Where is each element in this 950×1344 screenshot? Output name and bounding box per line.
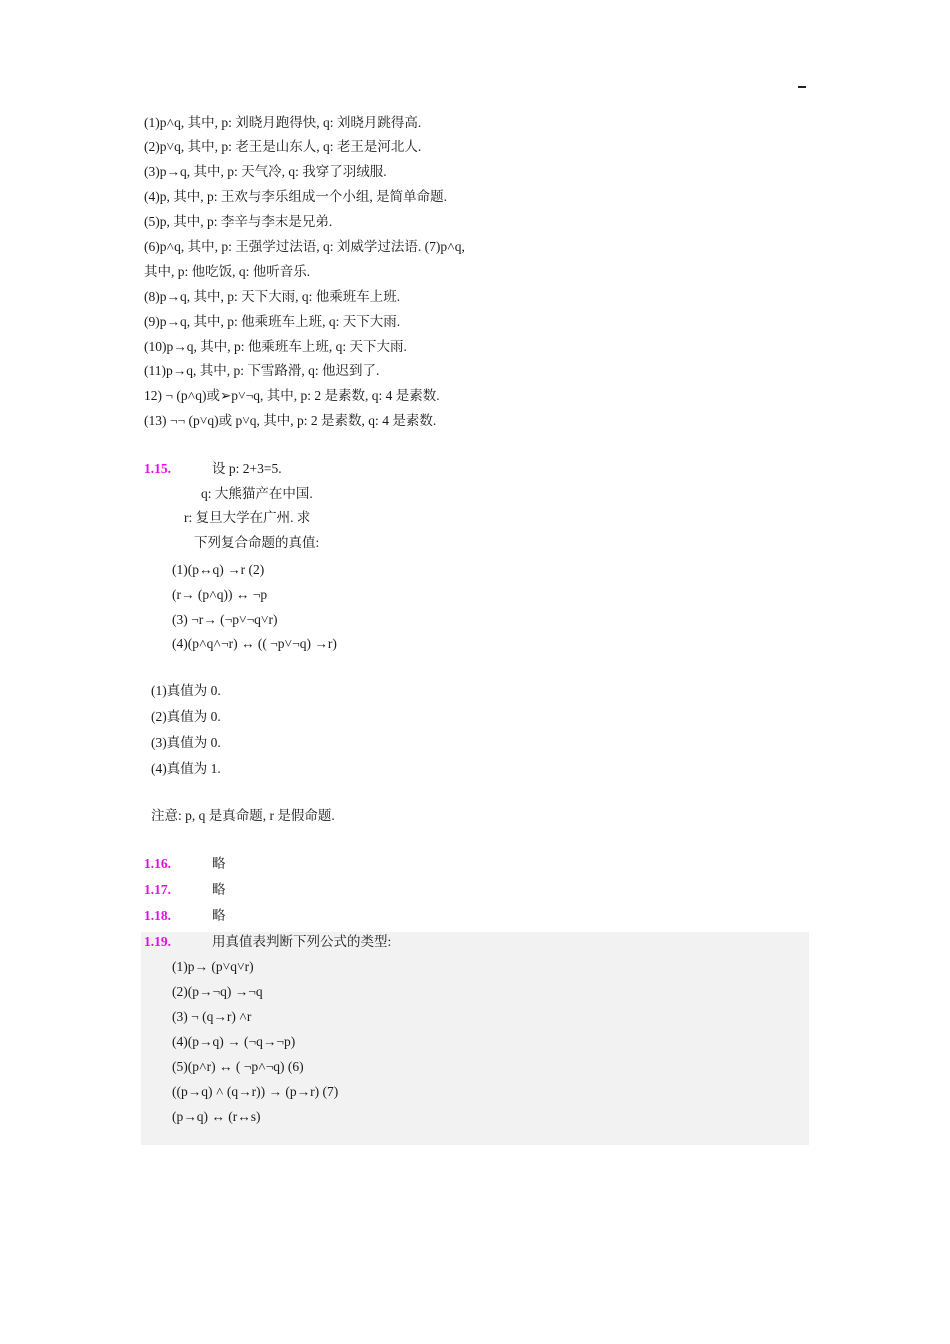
formula: ((p→q) ˄ (q→r)) → (p→r) (7)	[172, 1084, 339, 1099]
list-item: 12) ¬ (p˄q)或➢p˅¬q, 其中, p: 2 是素数, q: 4 是素数.	[144, 388, 440, 403]
exercise-text: 略	[212, 856, 226, 871]
formula: (1)(p↔q) →r (2)	[172, 562, 265, 577]
list-item: (13) ¬¬ (p˅q)或 p˅q, 其中, p: 2 是素数, q: 4 是素数.	[144, 413, 437, 428]
list-item: (6)p˄q, 其中, p: 王强学过法语, q: 刘威学过法语. (7)p˄q,	[144, 239, 465, 254]
formula: (3) ¬r→ (¬p˅¬q˅r)	[172, 612, 278, 627]
list-item: (8)p→q, 其中, p: 天下大雨, q: 他乘班车上班.	[144, 289, 401, 304]
formula: (p→q) ↔ (r↔s)	[172, 1109, 261, 1124]
formula: (5)(p˄r) ↔ ( ¬p˄¬q) (6)	[172, 1059, 304, 1074]
header-mark	[798, 86, 806, 88]
exercise-text: 略	[212, 908, 226, 923]
list-item: (2)p˅q, 其中, p: 老王是山东人, q: 老王是河北人.	[144, 139, 422, 154]
formula: (4)(p˄q˄¬r) ↔ (( ¬p˅¬q) →r)	[172, 636, 337, 651]
exercise-number: 1.17.	[144, 882, 171, 897]
list-item: (3)p→q, 其中, p: 天气冷, q: 我穿了羽绒服.	[144, 164, 387, 179]
list-item: (11)p→q, 其中, p: 下雪路滑, q: 他迟到了.	[144, 363, 380, 378]
exercise-number: 1.16.	[144, 856, 171, 871]
exercise-number: 1.19.	[144, 934, 171, 949]
answer: (4)真值为 1.	[151, 761, 221, 776]
premise-p: 设 p: 2+3=5.	[212, 461, 282, 476]
list-item: 其中, p: 他吃饭, q: 他听音乐.	[144, 264, 311, 279]
premise-r: r: 复旦大学在广州. 求	[184, 510, 311, 525]
answer: (3)真值为 0.	[151, 735, 221, 750]
list-item: (9)p→q, 其中, p: 他乘班车上班, q: 天下大雨.	[144, 314, 401, 329]
exercise-title: 用真值表判断下列公式的类型:	[212, 934, 392, 949]
answer: (1)真值为 0.	[151, 683, 221, 698]
premise-q: q: 大熊猫产在中国.	[201, 486, 313, 501]
exercise-number: 1.18.	[144, 908, 171, 923]
answer: (2)真值为 0.	[151, 709, 221, 724]
formula: (r→ (p˄q)) ↔ ¬p	[172, 587, 268, 602]
question-text: 下列复合命题的真值:	[194, 535, 320, 550]
list-item: (10)p→q, 其中, p: 他乘班车上班, q: 天下大雨.	[144, 339, 407, 354]
list-item: (4)p, 其中, p: 王欢与李乐组成一个小组, 是简单命题.	[144, 189, 447, 204]
formula: (3) ¬ (q→r) ˄r	[172, 1009, 252, 1024]
exercise-text: 略	[212, 882, 226, 897]
list-item: (5)p, 其中, p: 李辛与李末是兄弟.	[144, 214, 333, 229]
exercise-number: 1.15.	[144, 461, 171, 476]
list-item: (1)p˄q, 其中, p: 刘晓月跑得快, q: 刘晓月跳得高.	[144, 115, 422, 130]
formula: (1)p→ (p˅q˅r)	[172, 959, 254, 974]
formula: (4)(p→q) → (¬q→¬p)	[172, 1034, 296, 1049]
note: 注意: p, q 是真命题, r 是假命题.	[151, 808, 335, 823]
formula: (2)(p→¬q) →¬q	[172, 984, 263, 999]
